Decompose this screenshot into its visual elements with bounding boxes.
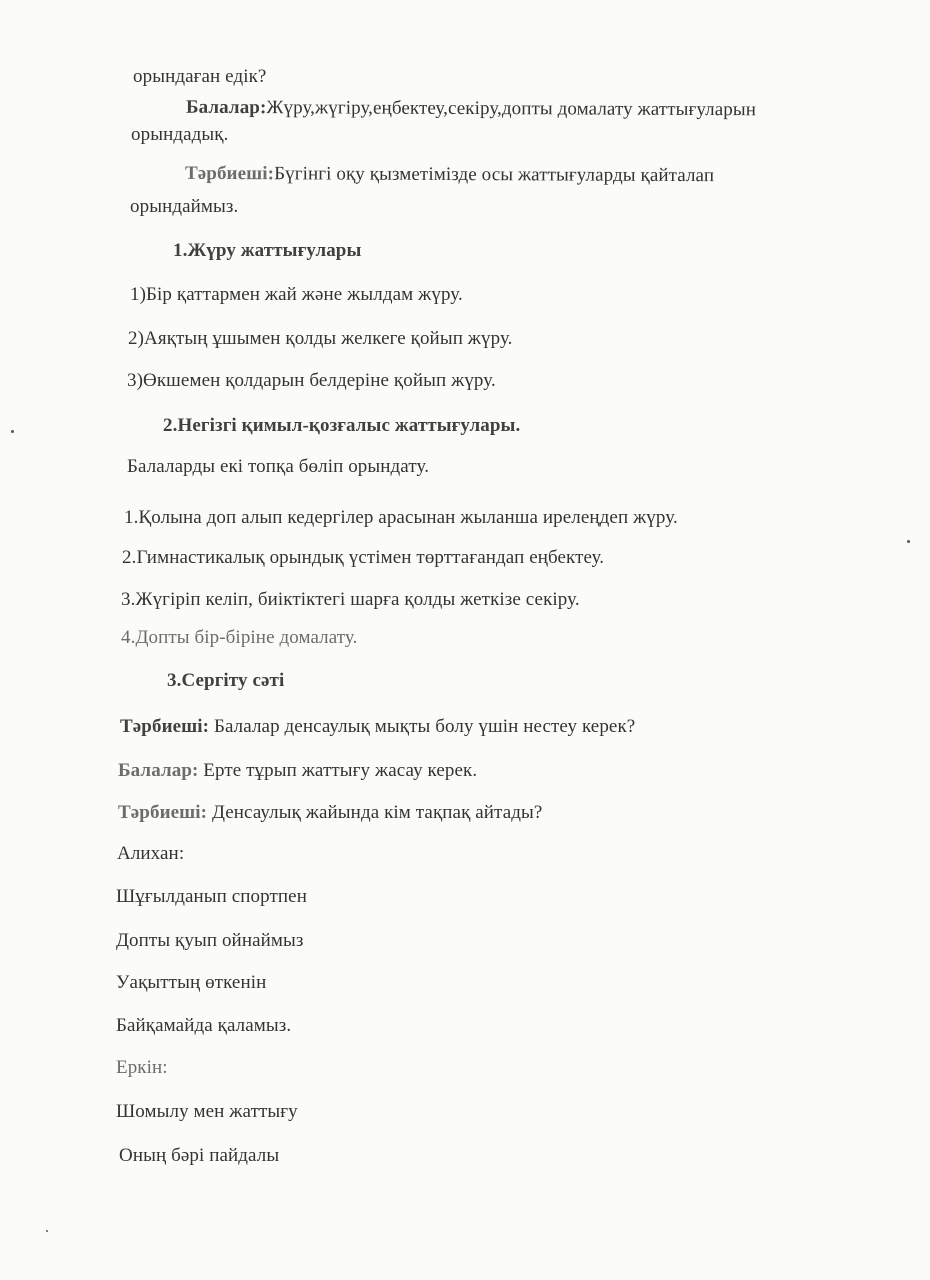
- speech-text: Бүгінгі оқу қызметімізде осы жаттығуларды қайталап: [274, 163, 715, 187]
- text-line: Балаларды екі топқа бөліп орындату.: [127, 456, 430, 477]
- list-item: 4.Допты бір-біріне домалату.: [121, 627, 358, 648]
- poem-line: Байқамайда қаламыз.: [116, 1015, 292, 1036]
- text-line: [186, 97, 756, 121]
- text-line: орындаймыз.: [130, 196, 239, 217]
- speech-text: Жүру,жүгіру,еңбектеу,секіру,допты домалату жаттығуларын: [266, 97, 757, 121]
- poem-line: Оның бәрі пайдалы: [119, 1145, 280, 1166]
- section-heading: 3.Сергіту сәті: [167, 670, 285, 691]
- poem-line: Допты қуып ойнаймыз: [116, 930, 304, 951]
- poem-line: Шомылу мен жаттығу: [116, 1101, 298, 1122]
- text-line: [185, 163, 714, 187]
- speech-text: Ерте тұрып жаттығу жасау керек.: [198, 760, 478, 781]
- list-item: 2.Гимнастикалық орындық үстімен төрттағандап еңбектеу.: [122, 547, 605, 568]
- speaker-label: Тәрбиеші:: [118, 802, 208, 823]
- list-item: 1)Бір қаттармен жай және жылдам жүру.: [130, 284, 463, 305]
- list-item: 3)Өкшемен қолдарын белдеріне қойып жүру.: [127, 370, 496, 391]
- list-item: 3.Жүгіріп келіп, биіктіктегі шарға қолды жеткізе секіру.: [121, 589, 580, 610]
- poem-line: Уақыттың өткенін: [116, 972, 267, 993]
- scan-speck: [11, 430, 14, 433]
- list-item: 1.Қолына доп алып кедергілер арасынан жыланша ирелеңдеп жүру.: [124, 507, 678, 528]
- speaker-label: Тәрбиеші:: [120, 716, 210, 737]
- text-line: [120, 716, 635, 738]
- text-line: Алихан:: [117, 843, 185, 864]
- speech-text: Денсаулық жайында кім тақпақ айтады?: [207, 802, 543, 823]
- speaker-label: Тәрбиеші:: [184, 162, 275, 185]
- speaker-label: Балалар:: [185, 96, 267, 119]
- list-item: 2)Аяқтың ұшымен қолды желкеге қойып жүру.: [128, 328, 513, 349]
- speech-text: Балалар денсаулық мықты болу үшін нестеу керек?: [209, 716, 636, 737]
- section-heading: 1.Жүру жаттығулары: [173, 240, 362, 261]
- text-line: [118, 760, 477, 782]
- text-line: орындадық.: [131, 124, 229, 145]
- section-heading: 2.Негізгі қимыл-қозғалыс жаттығулары.: [163, 415, 521, 436]
- speaker-label: Балалар:: [118, 760, 199, 781]
- poem-line: Шұғылданып спортпен: [116, 886, 307, 907]
- scan-speck: [907, 540, 910, 543]
- text-line: орындаған едік?: [133, 66, 267, 87]
- scan-speck: [46, 1230, 48, 1232]
- text-line: Еркін:: [116, 1057, 168, 1078]
- text-line: [118, 802, 542, 824]
